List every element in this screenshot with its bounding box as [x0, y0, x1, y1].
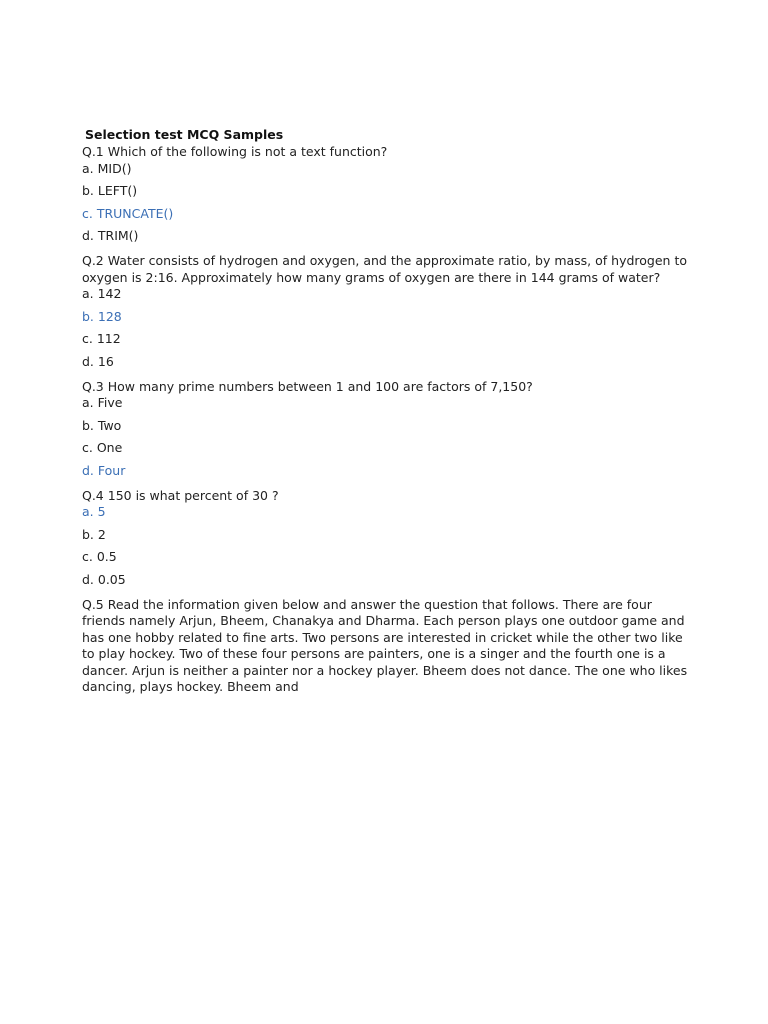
option-b: b. LEFT()	[82, 183, 138, 198]
question-5	[82, 597, 692, 696]
question-3	[82, 379, 692, 479]
option-a: a. Five	[82, 395, 123, 410]
question-text: Q.4 150 is what percent of 30 ?	[82, 487, 279, 503]
option-b: b. Two	[82, 417, 122, 433]
option-c-correct: c. TRUNCATE()	[82, 205, 174, 221]
option-d: d. 16	[82, 353, 114, 369]
option-a: a. MID()	[82, 160, 132, 176]
question-text: Q.2 Water consists of hydrogen and oxygen, and the approximate ratio, by mass, of hydrogen to oxygen is 2:16. Approximately how many grams of oxygen are there in 144 grams of water?	[82, 253, 687, 285]
option-d-correct: d. Four	[82, 462, 126, 478]
option-list	[82, 504, 692, 588]
option-c: c. One	[82, 440, 123, 455]
option-d: d. TRIM()	[82, 228, 139, 243]
option-list	[82, 286, 692, 370]
document-body	[82, 126, 692, 705]
option-list	[82, 161, 692, 245]
document-title: Selection test MCQ Samples	[85, 127, 284, 142]
option-a: a. 142	[82, 286, 122, 301]
question-2	[82, 253, 692, 370]
option-d: d. 0.05	[82, 571, 126, 587]
question-text: Q.3 How many prime numbers between 1 and 100 are factors of 7,150?	[82, 378, 533, 394]
option-b-correct: b. 128	[82, 308, 122, 324]
option-a-correct: a. 5	[82, 504, 106, 519]
option-list	[82, 395, 692, 479]
question-text: Q.5 Read the information given below and answer the question that follows. There are four friends namely Arjun, Bheem, Chanakya and Dharma. Each person plays one outdoor game and has one hobby related to fine arts. Two persons are interested in cricket while the other two like to play hockey. Two of these four persons are painters, one is a singer and the fourth one is a dancer. Arjun is neither a painter nor a hockey player. Bheem does not dance. The one who likes dancing, plays hockey. Bheem and	[82, 596, 688, 694]
question-text: Q.1 Which of the following is not a text function?	[82, 144, 388, 159]
option-c: c. 112	[82, 331, 121, 346]
question-4	[82, 488, 692, 588]
option-c: c. 0.5	[82, 549, 117, 564]
option-b: b. 2	[82, 526, 106, 542]
question-1	[82, 144, 692, 244]
